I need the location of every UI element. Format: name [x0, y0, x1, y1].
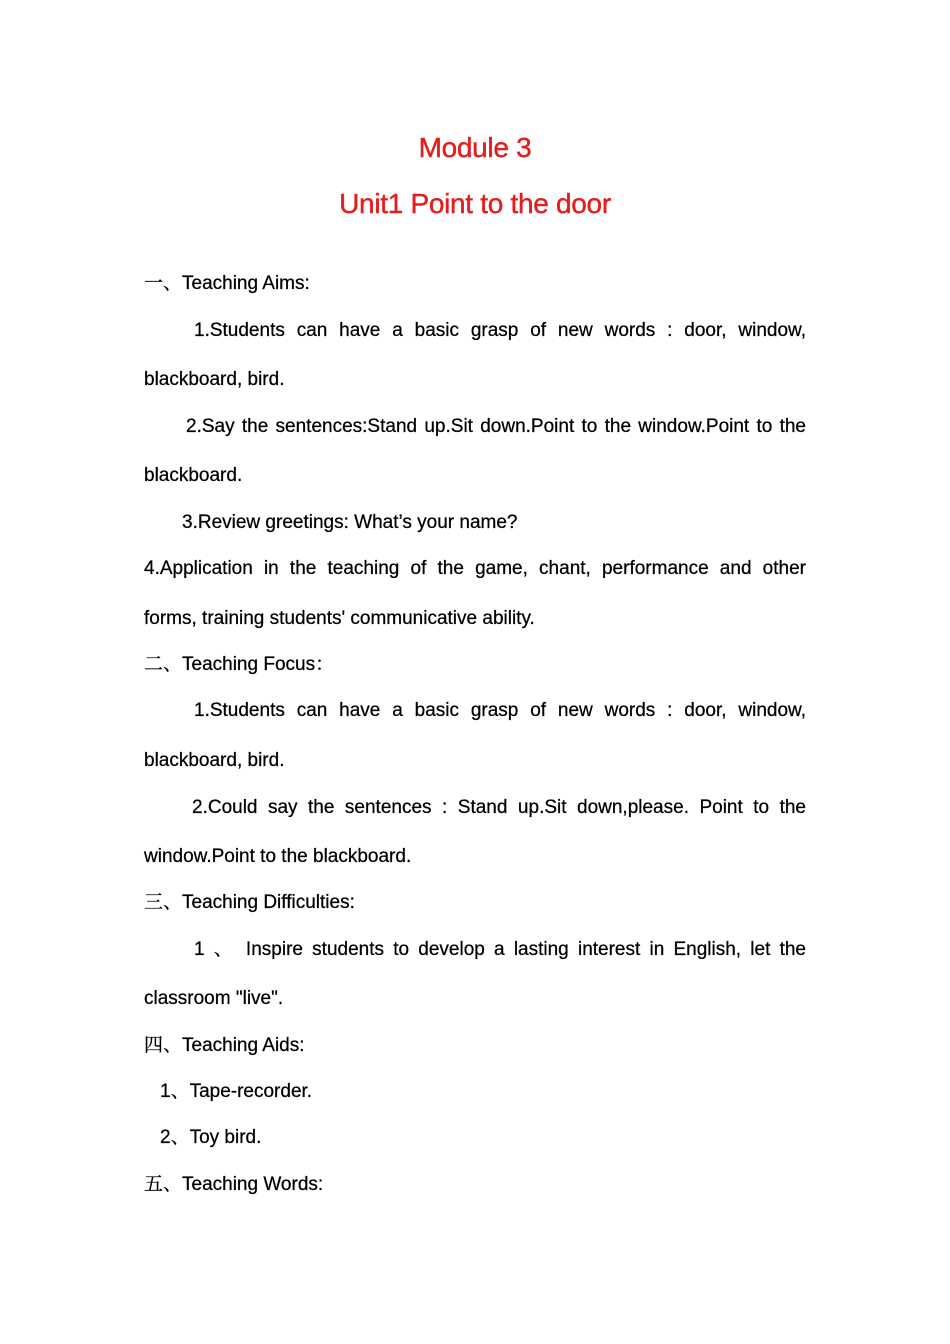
- paragraph-line: 2.Could say the sentences : Stand up.Sit down,please. Point to the: [192, 797, 806, 818]
- paragraph-line: 1.Students can have a basic grasp of new words : door, window,: [194, 320, 806, 341]
- paragraph-line: 1.Students can have a basic grasp of new words : door, window,: [194, 700, 806, 721]
- section-heading-difficulties: 三、Teaching Difficulties:: [144, 892, 355, 913]
- paragraph-line: 1 、 Inspire students to develop a lasting interest in English, let the: [194, 939, 806, 960]
- module-title: Module 3: [418, 132, 532, 163]
- paragraph-line: blackboard.: [144, 465, 243, 486]
- list-item: 1、Tape-recorder.: [160, 1081, 313, 1102]
- paragraph-line: blackboard, bird.: [144, 750, 285, 771]
- unit-title: Unit1 Point to the door: [339, 188, 611, 219]
- paragraph-line: blackboard, bird.: [144, 369, 285, 390]
- paragraph-line: window.Point to the blackboard.: [144, 846, 412, 867]
- paragraph-line: 4.Application in the teaching of the game, chant, performance and other: [144, 558, 806, 579]
- paragraph-line: 3.Review greetings: What’s your name?: [182, 512, 518, 533]
- section-heading-aims: 一、Teaching Aims:: [144, 273, 310, 294]
- section-heading-aids: 四、Teaching Aids:: [144, 1035, 305, 1056]
- paragraph-line: 2.Say the sentences:Stand up.Sit down.Point to the window.Point to the: [186, 416, 806, 437]
- section-heading-words: 五、Teaching Words:: [144, 1174, 324, 1195]
- paragraph-line: forms, training students' communicative ability.: [144, 608, 535, 629]
- paragraph-line: classroom "live".: [144, 988, 284, 1009]
- list-item: 2、Toy bird.: [160, 1127, 262, 1148]
- section-heading-focus: 二、Teaching Focus：: [144, 654, 335, 675]
